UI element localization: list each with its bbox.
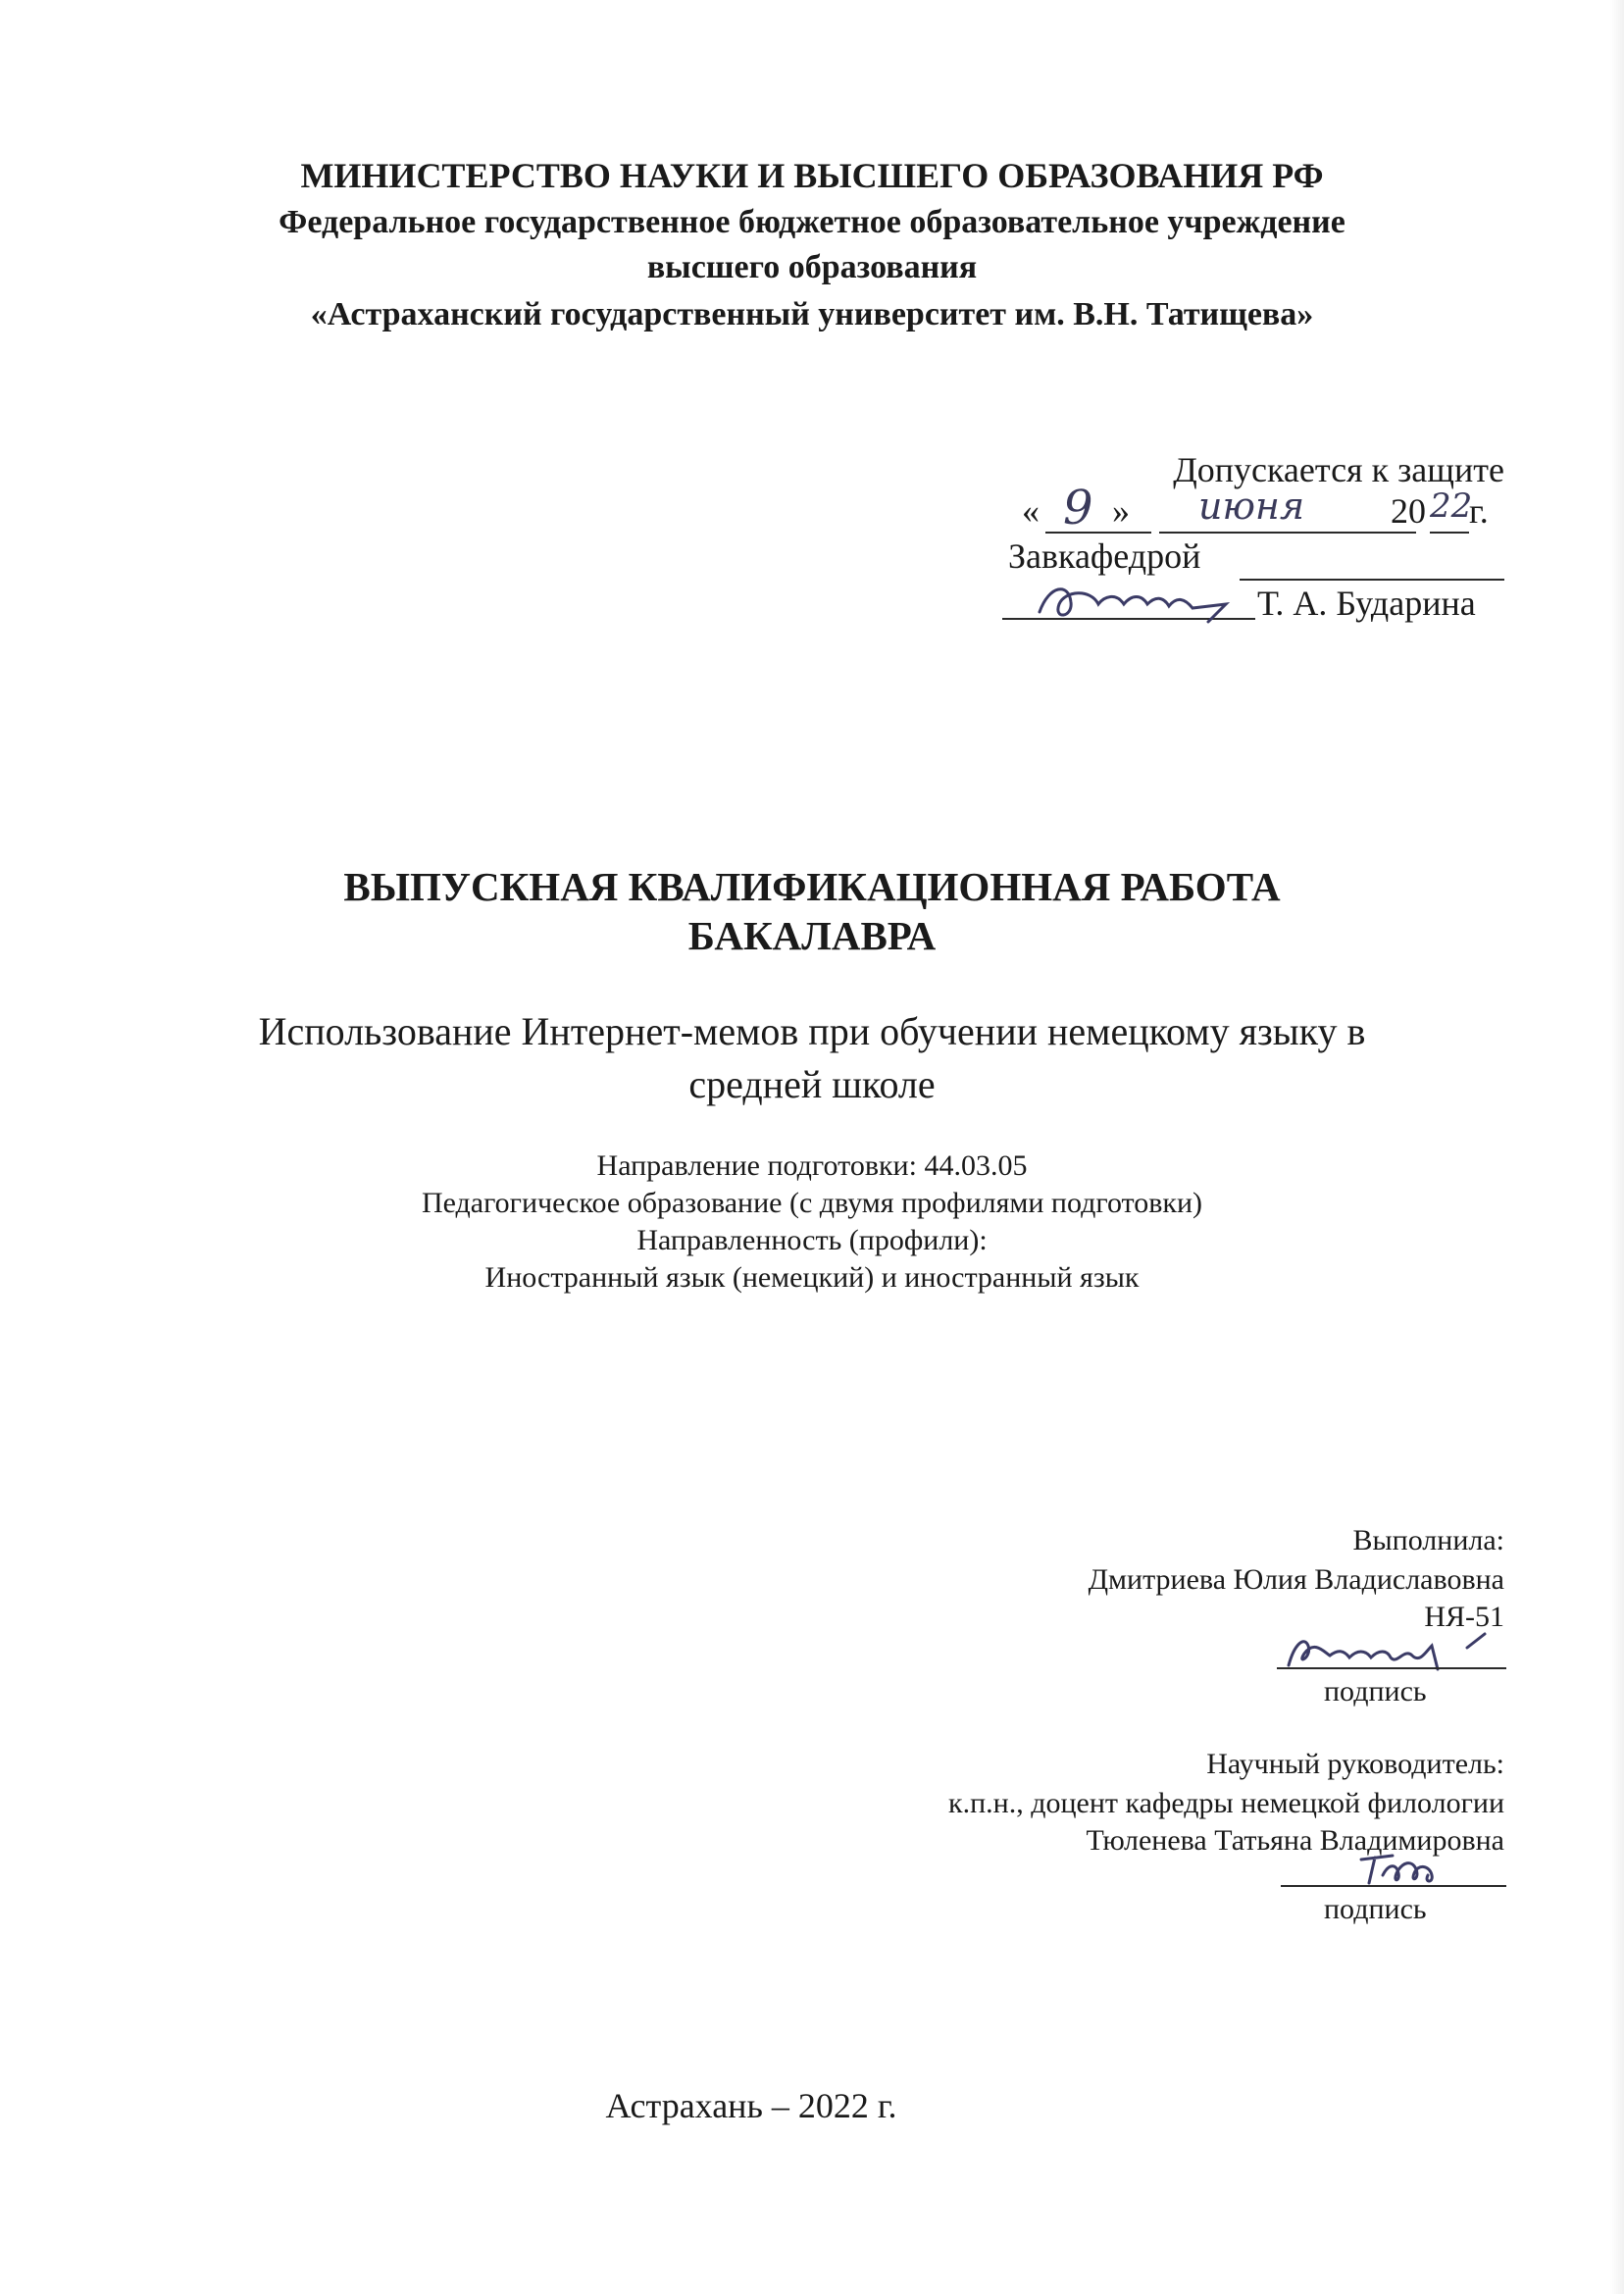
- supervisor-title: к.п.н., доцент кафедры немецкой филологии: [948, 1787, 1504, 1819]
- author-group: НЯ-51: [1424, 1601, 1504, 1633]
- author-label: Выполнила:: [1352, 1524, 1504, 1556]
- work-topic-line-1: Использование Интернет-мемов при обучении немецкому языку в: [258, 1009, 1366, 1053]
- date-year-suffix: г.: [1469, 491, 1489, 531]
- institution-line-1: Федеральное государственное бюджетное образовательное учреждение: [279, 204, 1345, 240]
- profile-label: Направленность (профили):: [636, 1224, 988, 1256]
- head-of-department-label: Завкафедрой: [1008, 536, 1201, 576]
- approval-date: [1016, 481, 1506, 539]
- author-signature-line: [1277, 1667, 1506, 1669]
- scan-edge-shadow: [1610, 0, 1624, 2294]
- education-field: Педагогическое образование (с двумя профилями подготовки): [421, 1187, 1203, 1219]
- university-name: «Астраханский государственный университет им. В.Н. Татищева»: [310, 296, 1314, 332]
- work-type-line-1: ВЫПУСКНАЯ КВАЛИФИКАЦИОННАЯ РАБОТА: [343, 864, 1281, 909]
- training-direction: Направление подготовки: 44.03.05: [596, 1149, 1028, 1182]
- work-topic-line-2: средней школе: [688, 1062, 936, 1106]
- author-signature-image: [1275, 1626, 1510, 1681]
- date-year-handwritten: 22: [1430, 486, 1473, 526]
- date-quote-close: »: [1112, 491, 1130, 531]
- supervisor-name: Тюленева Татьяна Владимировна: [1086, 1824, 1504, 1857]
- date-year-line: [1430, 532, 1469, 534]
- date-year-prefix: 20: [1391, 491, 1426, 531]
- work-type-line-2: БАКАЛАВРА: [687, 913, 937, 958]
- supervisor-signature-caption: подпись: [1324, 1893, 1427, 1925]
- date-quote-open: «: [1022, 491, 1040, 531]
- head-signature-image: [1030, 575, 1255, 630]
- ministry-title: МИНИСТЕРСТВО НАУКИ И ВЫСШЕГО ОБРАЗОВАНИЯ РФ: [300, 156, 1324, 195]
- supervisor-label: Научный руководитель:: [1206, 1748, 1504, 1780]
- supervisor-signature-line: [1281, 1885, 1506, 1887]
- head-signature-blank-line: [1240, 579, 1504, 581]
- profile-value: Иностранный язык (немецкий) и иностранный язык: [484, 1261, 1140, 1294]
- author-name: Дмитриева Юлия Владиславовна: [1088, 1563, 1504, 1596]
- date-day-line: [1045, 532, 1151, 534]
- author-signature-caption: подпись: [1324, 1675, 1427, 1708]
- date-month-line: [1159, 532, 1416, 534]
- date-month-handwritten: июня: [1198, 484, 1305, 528]
- city-year: Астрахань – 2022 г.: [605, 2086, 897, 2125]
- date-day-handwritten: 9: [1063, 481, 1093, 535]
- institution-line-2: высшего образования: [646, 249, 978, 285]
- head-name: Т. А. Бударина: [1257, 584, 1476, 623]
- admitted-to-defense: Допускается к защите: [1173, 450, 1504, 489]
